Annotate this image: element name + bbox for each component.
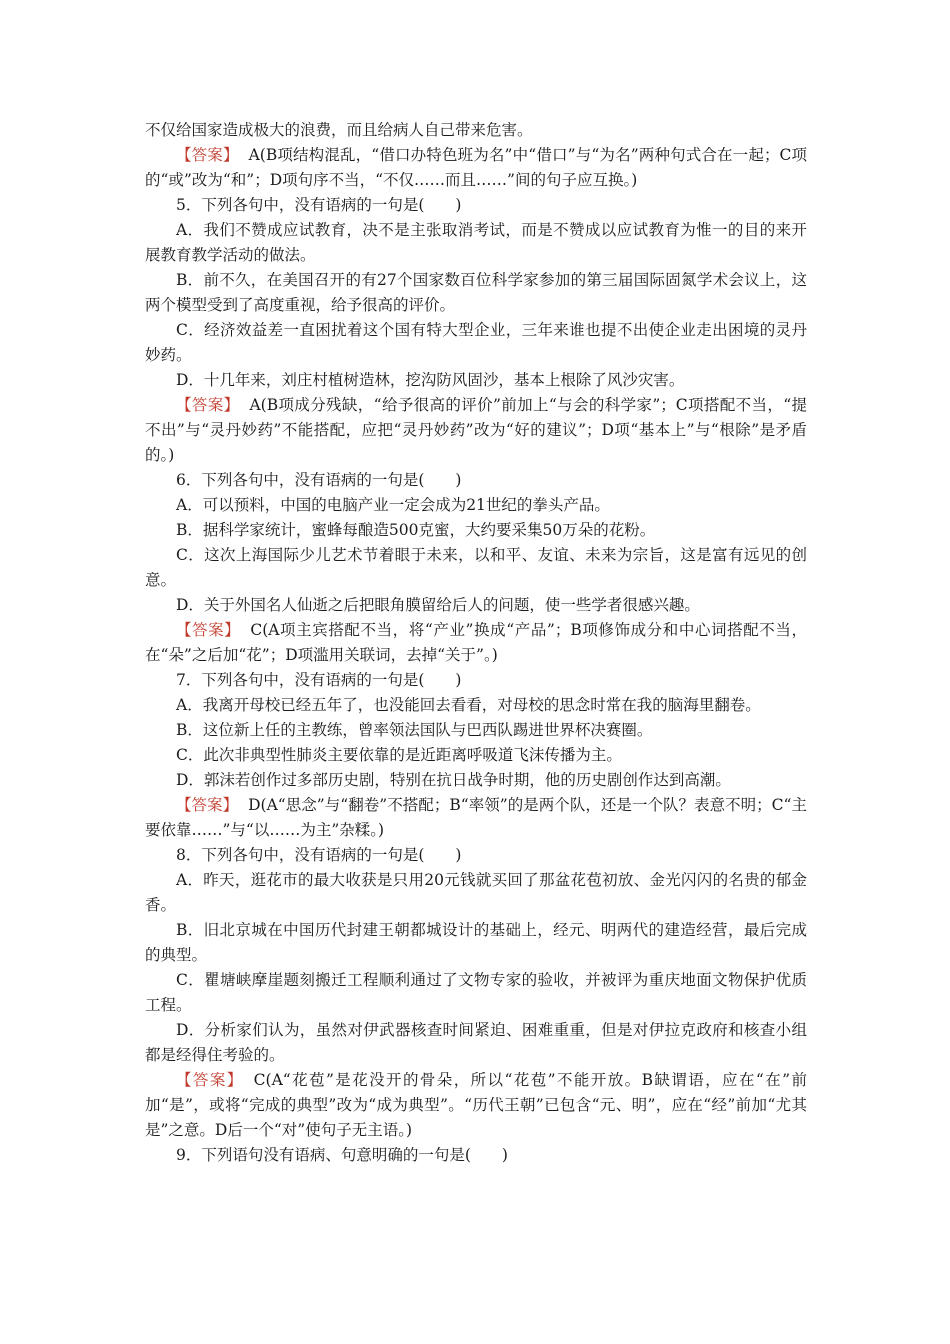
text-paragraph: 9．下列语句没有语病、句意明确的一句是( ): [176, 1146, 508, 1164]
text-paragraph: B．这位新上任的主教练，曾率领法国队与巴西队踢进世界杯决赛圈。: [176, 721, 653, 739]
answer-text: C(A项主宾搭配不当，将“产业”换成“产品”；B项修饰成分和中心词搭配不当，在“朵”之后加“花”；D项滥用关联词，去掉“关于”。): [145, 621, 807, 664]
text-paragraph: A．可以预料，中国的电脑产业一定会成为21世纪的拳头产品。: [176, 496, 610, 514]
text-paragraph: 8．下列各句中，没有语病的一句是( ): [176, 846, 462, 864]
answer-label: 【答案】: [176, 396, 240, 414]
text-paragraph: D．郭沫若创作过多部历史剧，特别在抗日战争时期，他的历史剧创作达到高潮。: [176, 771, 731, 789]
text-paragraph: D．十几年来，刘庄村植树造林，挖沟防风固沙，基本上根除了风沙灾害。: [176, 371, 685, 389]
answer-paragraph: [145, 143, 807, 193]
answer-text: C(A“花苞”是花没开的骨朵，所以“花苞”不能开放。B缺谓语，应在“在”前加“是”，或将“完成的典型”改为“成为典型”。“历代王朝”已包含“元、明”，应在“经”前加“尤其是”之意。D后一个“对”使句子无主语。): [145, 1071, 807, 1139]
answer-label: 【答案】: [176, 146, 239, 164]
text-paragraph: 5．下列各句中，没有语病的一句是( ): [176, 196, 462, 214]
answer-text: D(A“思念”与“翻卷”不搭配；B“率领”的是两个队，还是一个队？表意不明；C“主要依靠……”与“以……为主”杂糅。): [145, 796, 807, 839]
answer-label: 【答案】: [176, 621, 241, 639]
answer-paragraph: [145, 393, 807, 468]
answer-text: A(B项成分残缺，“给予很高的评价”前加上“与会的科学家”；C项搭配不当，“提不出”与“灵丹妙药”不能搭配，应把“灵丹妙药”改为“好的建议”；D项“基本上”与“根除”是矛盾的。): [145, 396, 807, 464]
text-paragraph: C．这次上海国际少儿艺术节着眼于未来，以和平、友谊、未来为宗旨，这是富有远见的创意。: [145, 546, 807, 589]
text-paragraph: C．经济效益差一直困扰着这个国有特大型企业，三年来谁也提不出使企业走出困境的灵丹妙药。: [145, 321, 807, 364]
text-paragraph: 不仅给国家造成极大的浪费，而且给病人自己带来危害。: [145, 121, 533, 139]
answer-paragraph: [145, 1068, 807, 1143]
text-paragraph: C．此次非典型性肺炎主要依靠的是近距离呼吸道飞沫传播为主。: [176, 746, 622, 764]
answer-label: 【答案】: [176, 1071, 244, 1089]
document-body: [145, 118, 807, 1168]
text-paragraph: C．瞿塘峡摩崖题刻搬迁工程顺利通过了文物专家的验收，并被评为重庆地面文物保护优质工程。: [145, 971, 807, 1014]
text-paragraph: B．旧北京城在中国历代封建王朝都城设计的基础上，经元、明两代的建造经营，最后完成的典型。: [145, 921, 807, 964]
text-paragraph: D．分析家们认为，虽然对伊武器核查时间紧迫、困难重重，但是对伊拉克政府和核查小组都是经得住考验的。: [145, 1021, 807, 1064]
answer-label: 【答案】: [176, 796, 239, 814]
answer-text: A(B项结构混乱，“借口办特色班为名”中“借口”与“为名”两种句式合在一起；C项的“或”改为“和”；D项句序不当，“不仅……而且……”间的句子应互换。): [145, 146, 807, 189]
answer-paragraph: [145, 793, 807, 843]
text-paragraph: D．关于外国名人仙逝之后把眼角膜留给后人的问题，使一些学者很感兴趣。: [176, 596, 700, 614]
text-paragraph: B．据科学家统计，蜜蜂每酿造500克蜜，大约要采集50万朵的花粉。: [176, 521, 656, 539]
text-paragraph: B．前不久，在美国召开的有27个国家数百位科学家参加的第三届国际固氮学术会议上，这两个模型受到了高度重视，给予很高的评价。: [145, 271, 807, 314]
text-paragraph: 6．下列各句中，没有语病的一句是( ): [176, 471, 462, 489]
text-paragraph: A．我们不赞成应试教育，决不是主张取消考试，而是不赞成以应试教育为惟一的目的来开展教育教学活动的做法。: [145, 221, 807, 264]
text-paragraph: A．我离开母校已经五年了，也没能回去看看，对母校的思念时常在我的脑海里翻卷。: [176, 696, 761, 714]
answer-paragraph: [145, 618, 807, 668]
text-paragraph: A．昨天，逛花市的最大收获是只用20元钱就买回了那盆花苞初放、金光闪闪的名贵的郁金香。: [145, 871, 807, 914]
text-paragraph: 7．下列各句中，没有语病的一句是( ): [176, 671, 462, 689]
